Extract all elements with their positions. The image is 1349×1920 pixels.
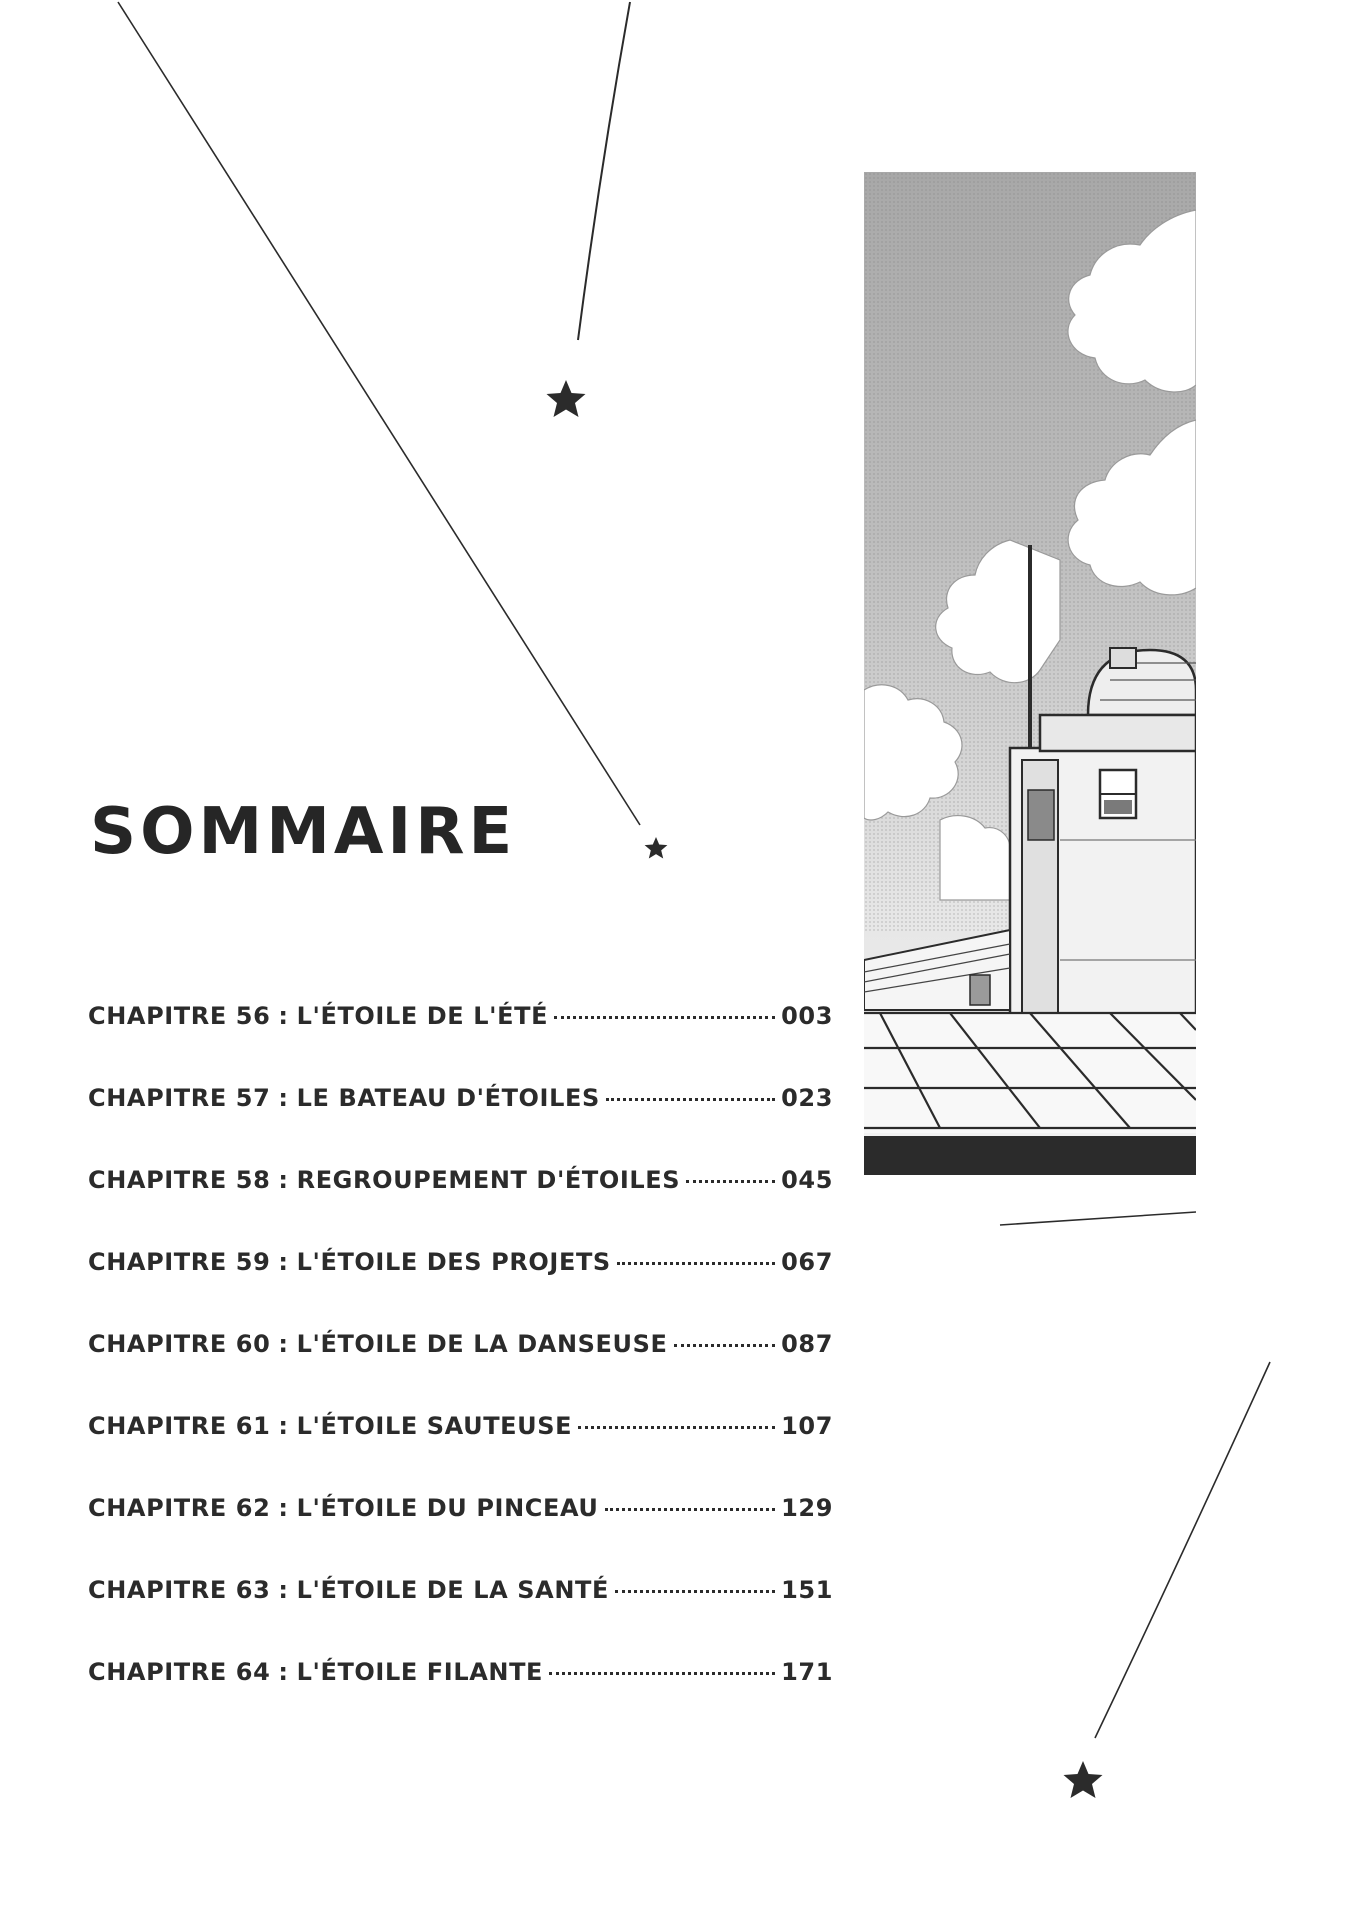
toc-separator: :: [278, 1166, 289, 1194]
toc-chapter-title: L'ÉTOILE DES PROJETS: [296, 1248, 611, 1276]
toc-chapter-number: CHAPITRE 58: [88, 1166, 271, 1194]
toc-entry: [88, 1412, 833, 1494]
toc-chapter-number: CHAPITRE 62: [88, 1494, 271, 1522]
toc-entry: [88, 1658, 833, 1740]
toc-entry: [88, 1330, 833, 1412]
toc-entry: [88, 1166, 833, 1248]
toc-separator: :: [278, 1494, 289, 1522]
toc-entry: [88, 1002, 833, 1084]
toc-chapter-title: L'ÉTOILE FILANTE: [296, 1658, 544, 1686]
toc-page-number: 087: [781, 1330, 833, 1358]
toc-separator: :: [278, 1658, 289, 1686]
toc-separator: :: [278, 1576, 289, 1604]
toc-separator: :: [278, 1330, 289, 1358]
toc-page-number: 107: [781, 1412, 833, 1440]
toc-entry: [88, 1494, 833, 1576]
observatory-illustration: [864, 172, 1196, 1230]
toc-page-number: 023: [781, 1084, 833, 1112]
table-of-contents: [88, 1002, 833, 1740]
toc-page-number: 129: [781, 1494, 833, 1522]
toc-chapter-number: CHAPITRE 63: [88, 1576, 271, 1604]
toc-chapter-number: CHAPITRE 64: [88, 1658, 271, 1686]
toc-chapter-title: L'ÉTOILE SAUTEUSE: [296, 1412, 573, 1440]
toc-chapter-number: CHAPITRE 61: [88, 1412, 271, 1440]
toc-chapter-number: CHAPITRE 59: [88, 1248, 271, 1276]
toc-chapter-number: CHAPITRE 60: [88, 1330, 271, 1358]
toc-dot-leader: [674, 1344, 776, 1347]
toc-page-number: 171: [781, 1658, 833, 1686]
toc-dot-leader: [549, 1672, 775, 1675]
toc-separator: :: [278, 1084, 289, 1112]
toc-chapter-number: CHAPITRE 57: [88, 1084, 271, 1112]
toc-dot-leader: [554, 1016, 775, 1019]
toc-dot-leader: [686, 1180, 775, 1183]
toc-page-number: 067: [781, 1248, 833, 1276]
toc-dot-leader: [578, 1426, 775, 1429]
toc-chapter-title: L'ÉTOILE DE LA DANSEUSE: [296, 1330, 668, 1358]
toc-page-number: 151: [781, 1576, 833, 1604]
toc-page-number: 003: [781, 1002, 833, 1030]
toc-chapter-title: L'ÉTOILE DE LA SANTÉ: [296, 1576, 609, 1604]
toc-dot-leader: [605, 1508, 776, 1511]
toc-separator: :: [278, 1248, 289, 1276]
toc-dot-leader: [606, 1098, 775, 1101]
toc-chapter-title: LE BATEAU D'ÉTOILES: [296, 1084, 600, 1112]
toc-page-number: 045: [781, 1166, 833, 1194]
toc-dot-leader: [617, 1262, 775, 1265]
toc-entry: [88, 1084, 833, 1166]
toc-entry: [88, 1576, 833, 1658]
toc-separator: :: [278, 1412, 289, 1440]
toc-chapter-title: L'ÉTOILE DE L'ÉTÉ: [296, 1002, 549, 1030]
toc-separator: :: [278, 1002, 289, 1030]
toc-dot-leader: [615, 1590, 775, 1593]
toc-chapter-title: REGROUPEMENT D'ÉTOILES: [296, 1166, 681, 1194]
toc-chapter-number: CHAPITRE 56: [88, 1002, 271, 1030]
toc-chapter-title: L'ÉTOILE DU PINCEAU: [296, 1494, 599, 1522]
toc-entry: [88, 1248, 833, 1330]
page-title: SOMMAIRE: [90, 795, 517, 869]
